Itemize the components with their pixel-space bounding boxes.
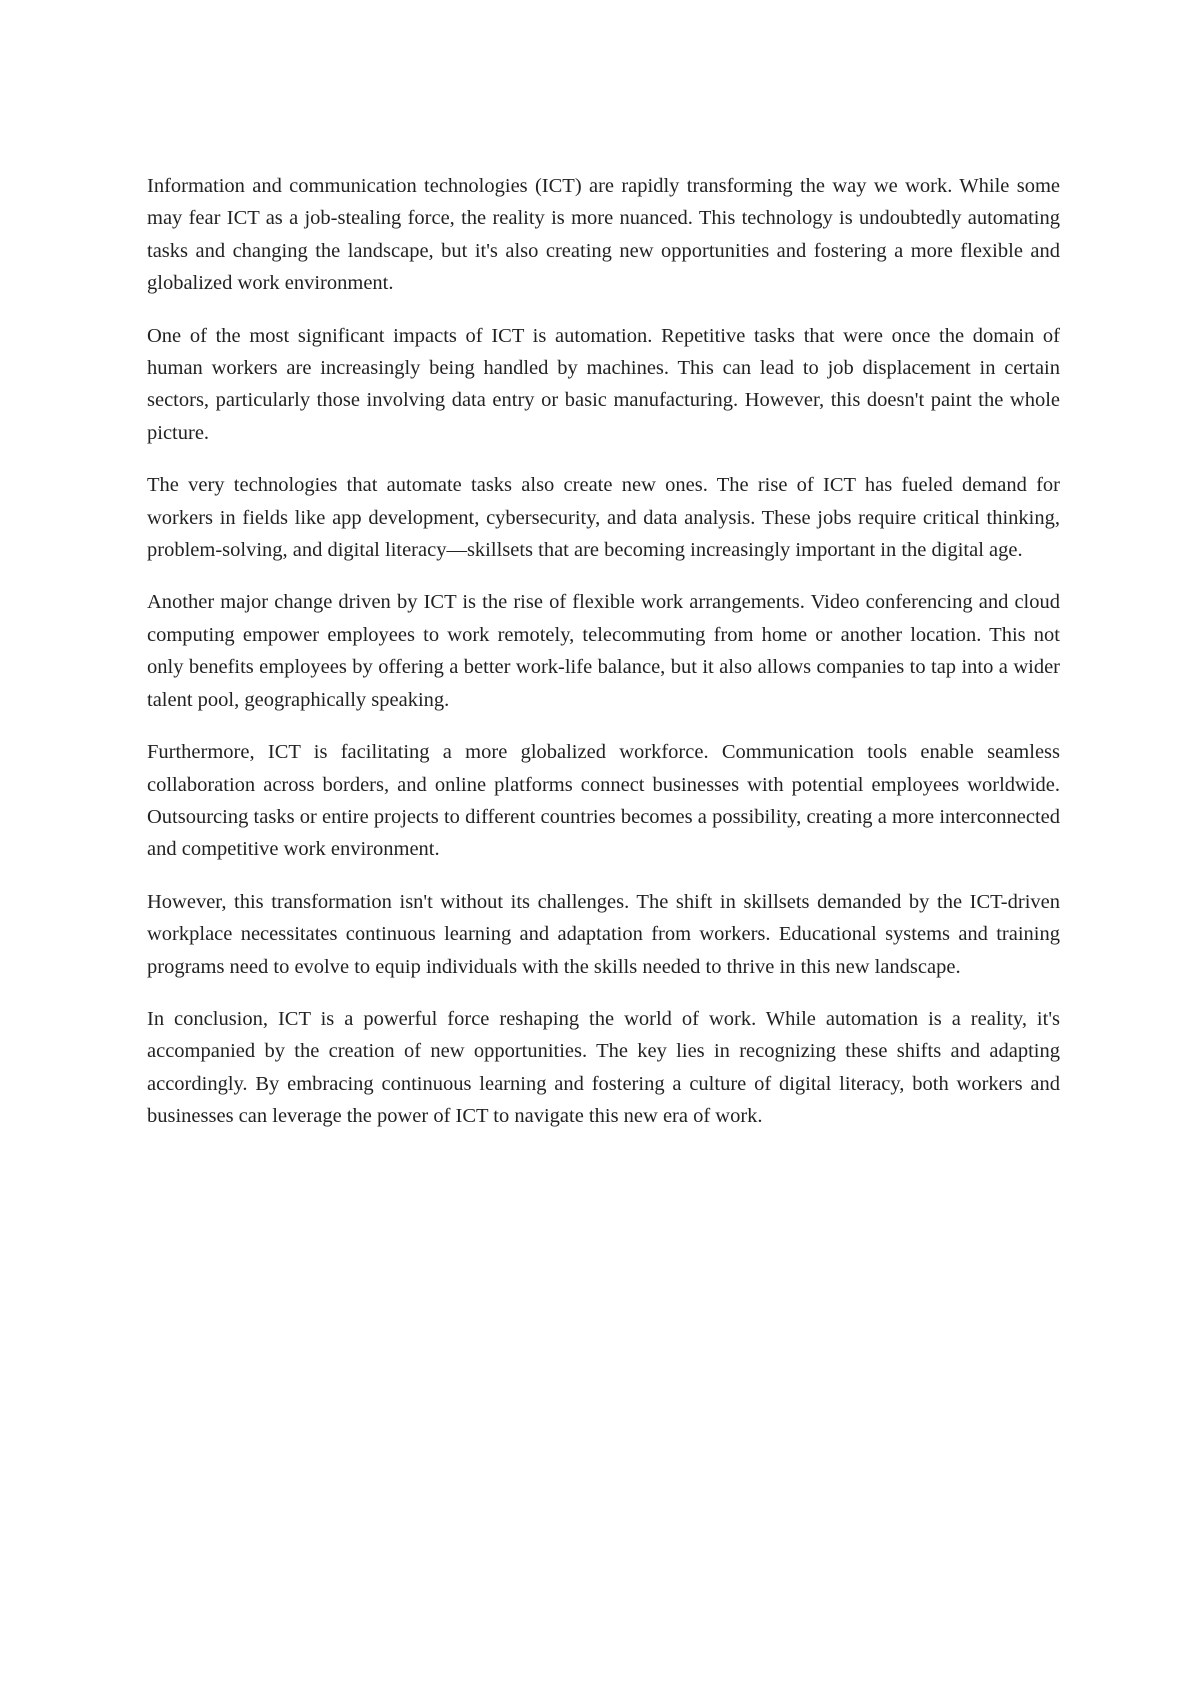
paragraph-new-jobs: The very technologies that automate tasks also create new ones. The rise of ICT has fueled demand for workers in fields like app development, cybersecurity, and data analysis. These jobs require critical thinking, problem-solving, and digital literacy—skillsets that are becoming increasingly important in the digital age. <box>147 474 1060 562</box>
paragraph-automation: One of the most significant impacts of ICT is automation. Repetitive tasks that were once the domain of human workers are increasingly being handled by machines. This can lead to job displacement in certain sectors, particularly those involving data entry or basic manufacturing. However, this doesn't paint the whole picture. <box>147 324 1060 444</box>
paragraph-conclusion: In conclusion, ICT is a powerful force reshaping the world of work. While automation is a reality, it's accompanied by the creation of new opportunities. The key lies in recognizing these shifts and adapting accordingly. By embracing continuous learning and fostering a culture of digital literacy, both workers and businesses can leverage the power of ICT to navigate this new era of work. <box>147 1007 1060 1128</box>
paragraph-challenges: However, this transformation isn't without its challenges. The shift in skillsets demanded by the ICT-driven workplace necessitates continuous learning and adaptation from workers. Educational systems and training programs need to evolve to equip individuals with the skills needed to thrive in this new landscape. <box>147 890 1060 978</box>
paragraph-flexible-work: Another major change driven by ICT is the rise of flexible work arrangements. Video conferencing and cloud computing empower employees to work remotely, telecommuting from home or another location. This not only benefits employees by offering a better work-life balance, but it also allows companies to tap into a wider talent pool, geographically speaking. <box>147 591 1060 711</box>
document-body <box>147 170 1060 1153</box>
paragraph-intro: Information and communication technologies (ICT) are rapidly transforming the way we work. While some may fear ICT as a job-stealing force, the reality is more nuanced. This technology is undoubtedly automating tasks and changing the landscape, but it's also creating new opportunities and fostering a more flexible and globalized work environment. <box>147 175 1060 295</box>
paragraph-globalization: Furthermore, ICT is facilitating a more globalized workforce. Communication tools enable seamless collaboration across borders, and online platforms connect businesses with potential employees worldwide. Outsourcing tasks or entire projects to different countries becomes a possibility, creating a more interconnected and competitive work environment. <box>147 741 1060 861</box>
